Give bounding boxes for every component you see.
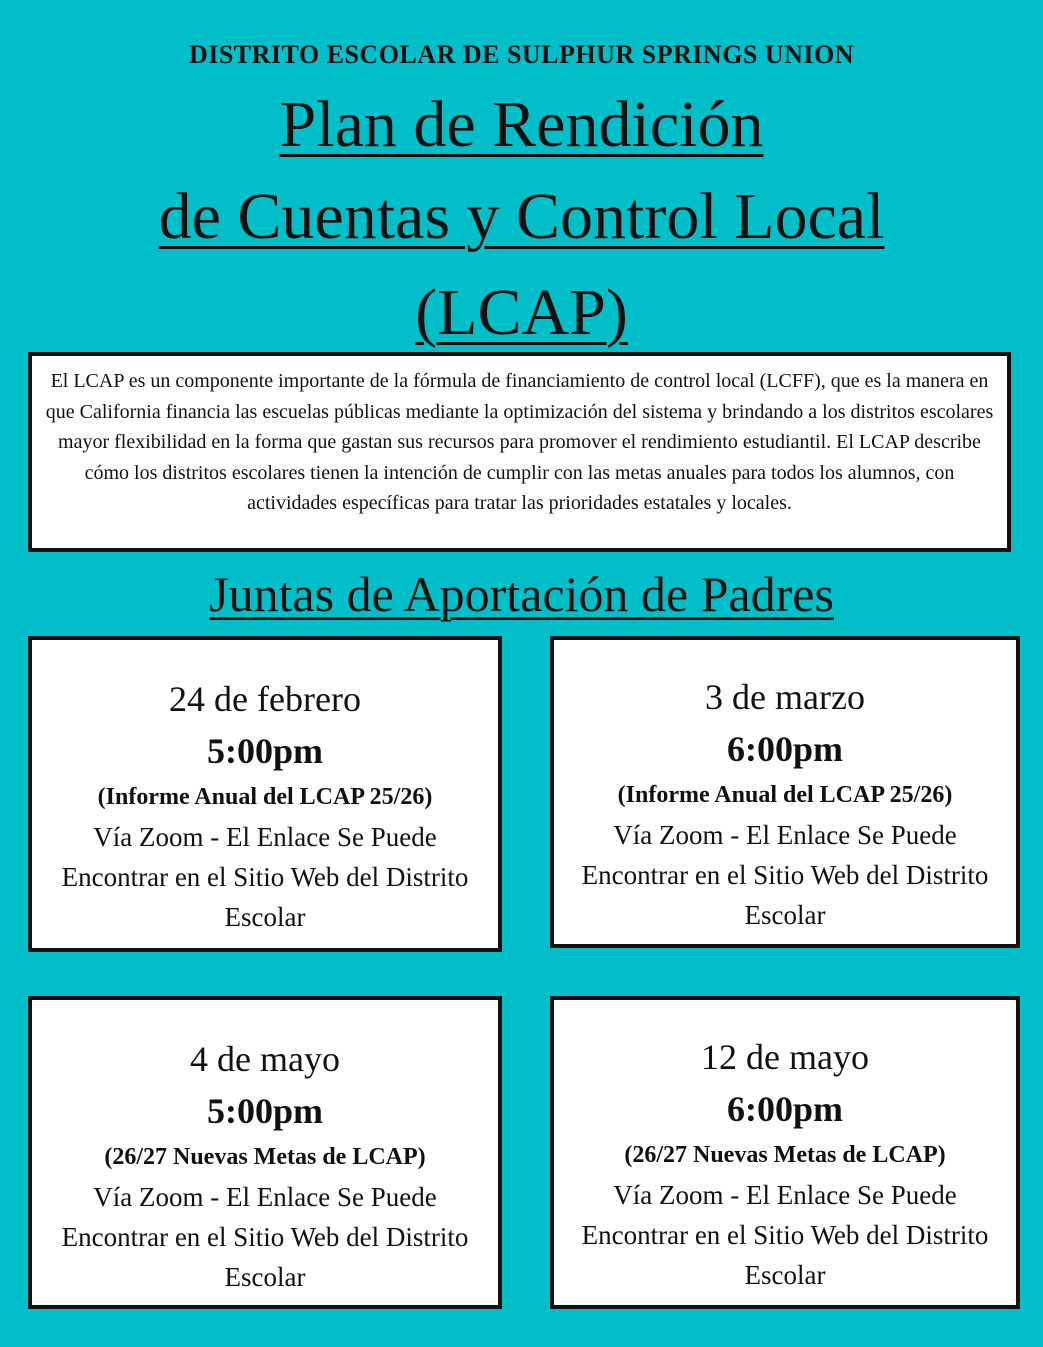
meetings-heading: Juntas de Aportación de Padres: [209, 566, 834, 622]
page-title-line-2: de Cuentas y Control Local: [158, 180, 885, 253]
meeting-card: [550, 636, 1020, 948]
meeting-date: 24 de febrero: [169, 679, 361, 719]
meeting-time: 6:00pm: [727, 729, 843, 769]
meeting-location: Vía Zoom - El Enlace Se Puede Encontrar en el Sitio Web del Distrito Escolar: [61, 822, 469, 932]
meeting-topic: (26/27 Nuevas Metas de LCAP): [624, 1142, 946, 1168]
meeting-card: [28, 996, 502, 1309]
page-title-line-3: (LCAP): [415, 276, 628, 349]
meeting-card: [28, 636, 502, 952]
meeting-location: Vía Zoom - El Enlace Se Puede Encontrar en el Sitio Web del Distrito Escolar: [581, 820, 989, 930]
meeting-location: Vía Zoom - El Enlace Se Puede Encontrar en el Sitio Web del Distrito Escolar: [581, 1180, 989, 1290]
meeting-date: 12 de mayo: [701, 1037, 869, 1077]
meeting-topic: (Informe Anual del LCAP 25/26): [617, 782, 953, 808]
intro-box: [28, 352, 1011, 552]
meeting-time: 5:00pm: [207, 731, 323, 771]
meeting-card: [550, 996, 1020, 1309]
meeting-topic: (26/27 Nuevas Metas de LCAP): [104, 1144, 426, 1170]
meeting-time: 6:00pm: [727, 1089, 843, 1129]
meeting-location: Vía Zoom - El Enlace Se Puede Encontrar en el Sitio Web del Distrito Escolar: [61, 1182, 469, 1292]
district-name: DISTRITO ESCOLAR DE SULPHUR SPRINGS UNION: [188, 40, 855, 69]
meeting-topic: (Informe Anual del LCAP 25/26): [97, 784, 433, 810]
meeting-date: 3 de marzo: [705, 677, 865, 717]
page-title-line-1: Plan de Rendición: [279, 88, 764, 161]
meeting-date: 4 de mayo: [190, 1039, 340, 1079]
intro-text: El LCAP es un componente importante de la fórmula de financiamiento de control local (LCFF), que es la manera en que California financia las escuelas públicas mediante la optimización del sistema y brindando a los distritos escolares mayor flexibilidad en la forma que gastan sus recursos para promover el rendimiento estudiantil. El LCAP describe cómo los distritos escolares tienen la intención de cumplir con las metas anuales para todos los alumnos, con actividades específicas para tratar las prioridades estatales y locales.: [45, 370, 994, 514]
meeting-time: 5:00pm: [207, 1091, 323, 1131]
